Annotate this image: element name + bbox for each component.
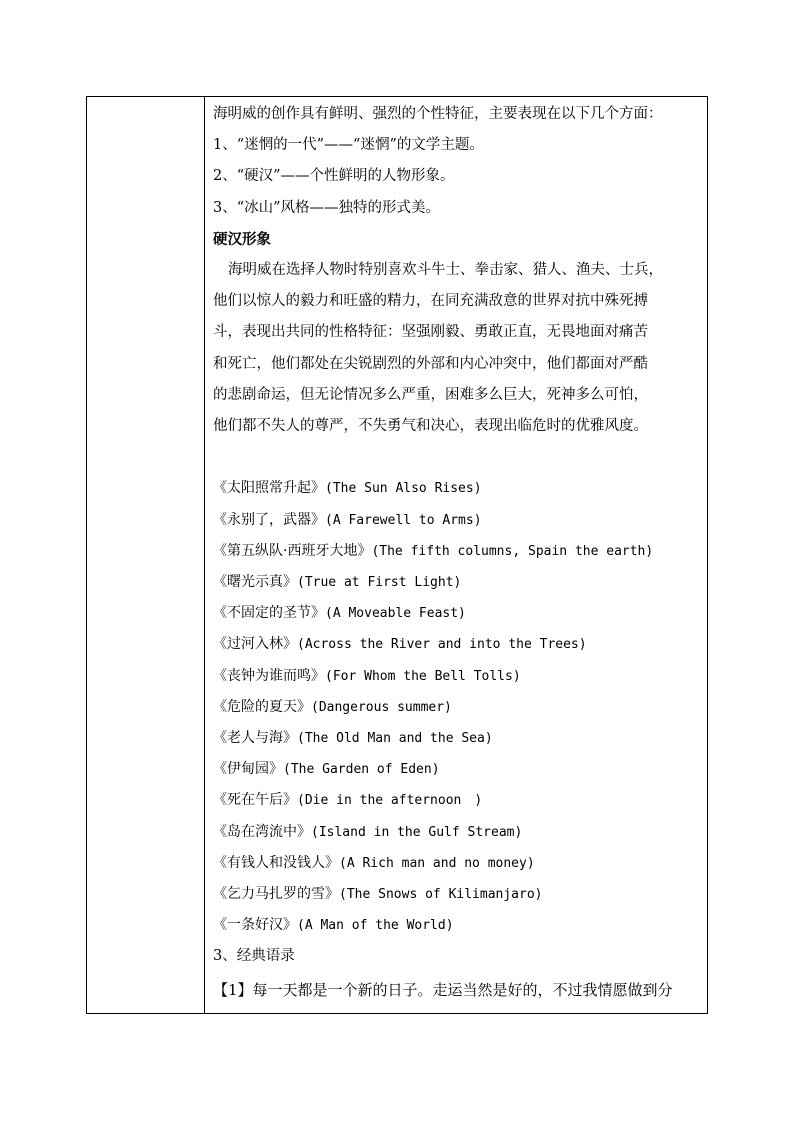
work-item	[213, 629, 703, 660]
work-title-en: (For Whom the Bell Tolls)	[325, 668, 521, 684]
work-title-cn: 《不固定的圣节》	[213, 605, 325, 622]
tough-guy-paragraph	[213, 255, 703, 442]
work-item	[213, 692, 703, 723]
quote-1: 【1】每一天都是一个新的日子。走运当然是好的，不过我情愿做到分	[213, 980, 673, 999]
paragraph-line: 的悲剧命运，但无论情况多么严重，困难多么巨大，死神多么可怕，	[213, 386, 648, 403]
paragraph-line: 他们以惊人的毅力和旺盛的精力，在同充满敌意的世界对抗中殊死搏	[213, 293, 648, 310]
table-left-cell	[87, 97, 205, 1013]
work-title-en: (The Garden of Eden)	[283, 762, 440, 778]
work-title-en: (The Old Man and the Sea)	[297, 731, 493, 747]
work-title-cn: 《第五纵队·西班牙大地》	[213, 542, 372, 559]
work-title-cn: 《死在午后》	[213, 792, 297, 809]
blank-line	[213, 442, 703, 473]
work-item	[213, 910, 703, 941]
aspect-2: 2、“硬汉”——个性鲜明的人物形象。	[213, 168, 455, 185]
work-item	[213, 661, 703, 692]
work-title-cn: 《有钱人和没钱人》	[213, 854, 339, 871]
work-title-cn: 《危险的夏天》	[213, 698, 311, 715]
aspect-1: 1、“迷惘的一代”——“迷惘”的文学主题。	[213, 137, 484, 154]
work-item	[213, 817, 703, 848]
work-title-en: (Die in the afternoon )	[297, 793, 483, 809]
work-title-en: (The fifth columns, Spain the earth)	[371, 543, 654, 559]
works-list	[213, 473, 703, 941]
paragraph-line: 和死亡，他们都处在尖锐剧烈的外部和内心冲突中，他们都面对严酷	[213, 355, 648, 372]
intro-text: 海明威的创作具有鲜明、强烈的个性特征，主要表现在以下几个方面：	[213, 106, 663, 122]
paragraph-line: 海明威在选择人物时特别喜欢斗牛士、拳击家、猎人、渔夫、士兵，	[228, 262, 663, 279]
work-item	[213, 505, 703, 536]
work-title-en: (Island in the Gulf Stream)	[311, 824, 523, 840]
work-title-cn: 《岛在湾流中》	[213, 823, 311, 840]
work-title-cn: 《永别了，武器》	[213, 511, 325, 528]
work-title-en: (The Snows of Kilimanjaro)	[339, 887, 543, 903]
paragraph-line: 他们都不失人的尊严，不失勇气和决心，表现出临危时的优雅风度。	[213, 418, 648, 435]
work-title-en: (A Man of the World)	[297, 918, 454, 934]
work-title-cn: 《曙光示真》	[213, 574, 297, 591]
work-title-cn: 《过河入林》	[213, 636, 297, 653]
work-item	[213, 723, 703, 754]
work-title-en: (A Farewell to Arms)	[325, 512, 482, 528]
work-title-en: (A Rich man and no money)	[339, 855, 535, 871]
work-item	[213, 536, 703, 567]
work-title-cn: 《丧钟为谁而鸣》	[213, 667, 325, 684]
work-title-en: (A Moveable Feast)	[325, 606, 466, 622]
work-item	[213, 754, 703, 785]
quotes-heading: 3、经典语录	[213, 948, 295, 965]
work-title-cn: 《伊甸园》	[213, 761, 283, 778]
work-item	[213, 598, 703, 629]
work-title-en: (The Sun Also Rises)	[325, 481, 482, 497]
work-title-en: (Across the River and into the Trees)	[297, 637, 587, 653]
work-title-en: (True at First Light)	[297, 575, 462, 591]
work-title-cn: 《一条好汉》	[213, 917, 297, 934]
aspect-3: 3、“冰山”风格——独特的形式美。	[213, 199, 441, 216]
work-title-en: (Dangerous summer)	[311, 699, 452, 715]
work-item	[213, 473, 703, 504]
table-right-cell	[205, 97, 707, 1013]
paragraph-line: 斗，表现出共同的性格特征：坚强刚毅、勇敢正直，无畏地面对痛苦	[213, 324, 648, 341]
work-item	[213, 879, 703, 910]
work-title-cn: 《老人与海》	[213, 730, 297, 747]
work-item	[213, 567, 703, 598]
content-table	[86, 96, 708, 1014]
section-heading: 硬汉形象	[213, 230, 271, 248]
work-title-cn: 《太阳照常升起》	[213, 480, 325, 497]
work-item	[213, 848, 703, 879]
work-item	[213, 785, 703, 816]
work-title-cn: 《乞力马扎罗的雪》	[213, 886, 339, 903]
